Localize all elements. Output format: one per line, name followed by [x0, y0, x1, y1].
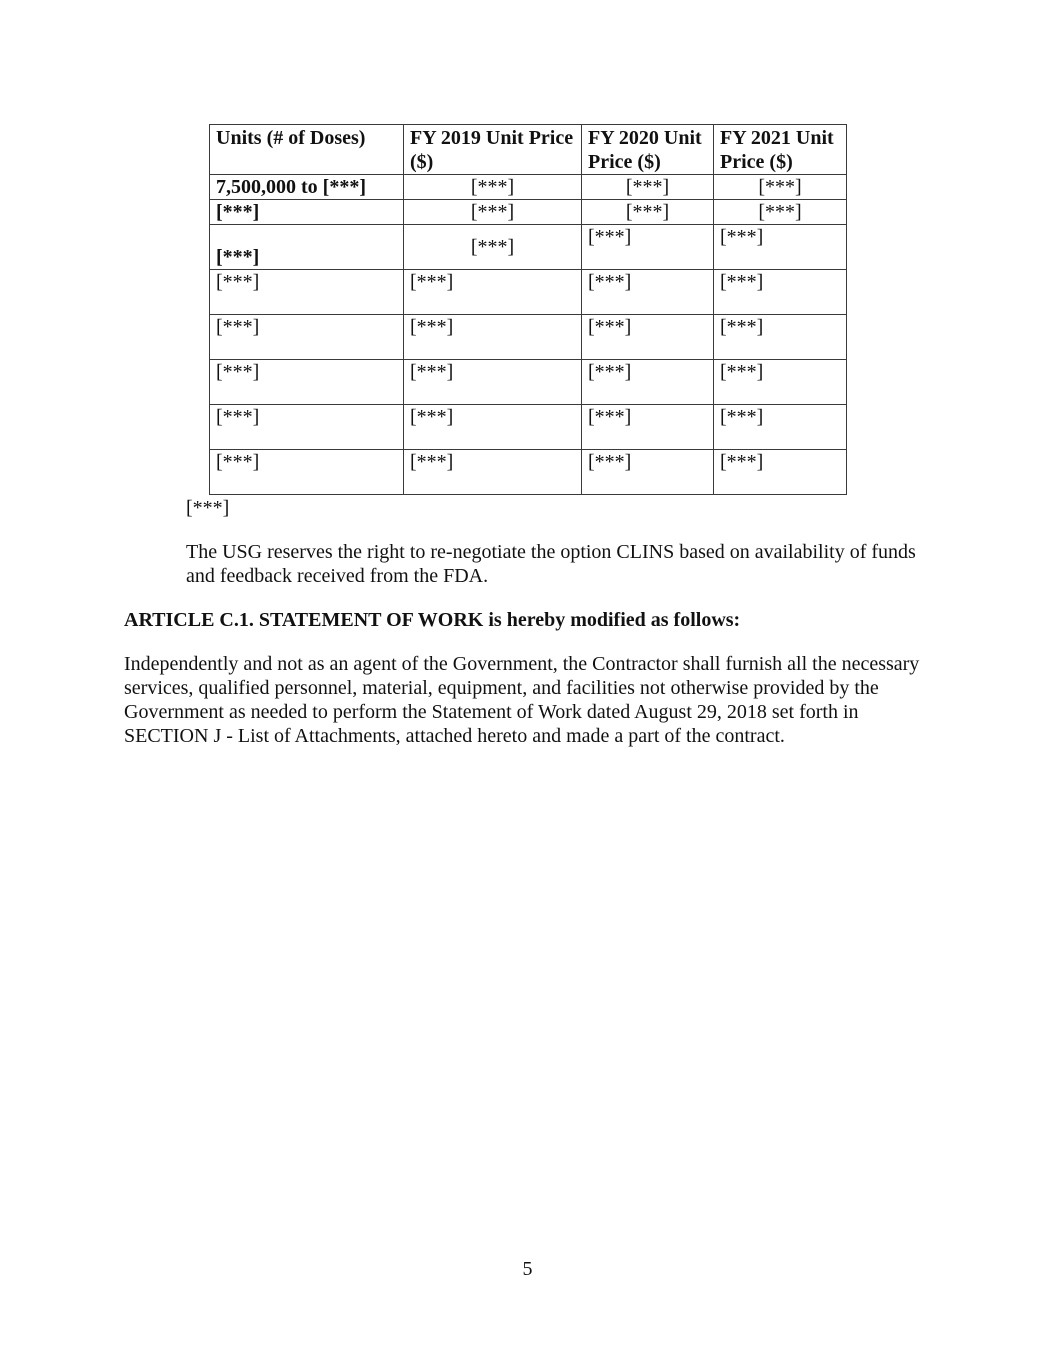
table-cell: [***] [582, 360, 714, 405]
table-cell: [***] [714, 315, 847, 360]
redacted-note: [***] [186, 497, 230, 519]
table-cell: [***] [582, 175, 714, 200]
table-cell: [***] [582, 405, 714, 450]
table-row [210, 225, 847, 270]
header-fy2020: FY 2020 Unit Price ($) [582, 125, 714, 175]
table-cell: [***] [404, 450, 582, 495]
table-cell: [***] [404, 200, 582, 225]
table-cell: [***] [210, 360, 404, 405]
table-row [210, 360, 847, 405]
table-cell: [***] [714, 405, 847, 450]
table-cell: [***] [404, 315, 582, 360]
unit-price-table [209, 124, 847, 495]
table-cell: [***] [404, 360, 582, 405]
table-cell: [***] [404, 270, 582, 315]
table-cell: [***] [714, 200, 847, 225]
table-cell: [***] [714, 360, 847, 405]
table-row [210, 175, 847, 200]
table-cell: [***] [714, 450, 847, 495]
table-row [210, 405, 847, 450]
reserve-paragraph: The USG reserves the right to re-negotiate the option CLINS based on availability of funds and feedback received from the FDA. [186, 541, 916, 587]
table-row [210, 315, 847, 360]
table-cell: [***] [210, 200, 404, 225]
table-cell: [***] [210, 225, 404, 270]
table-cell: [***] [714, 225, 847, 270]
table-cell: [***] [210, 315, 404, 360]
table-row [210, 270, 847, 315]
table-row [210, 200, 847, 225]
table-cell: [***] [210, 450, 404, 495]
header-fy2021: FY 2021 Unit Price ($) [714, 125, 847, 175]
table-row [210, 450, 847, 495]
table-cell: [***] [714, 175, 847, 200]
table-cell: [***] [582, 225, 714, 270]
table-cell: 7,500,000 to [***] [210, 175, 404, 200]
header-fy2019: FY 2019 Unit Price ($) [404, 125, 582, 175]
table-cell: [***] [714, 270, 847, 315]
table-cell: [***] [404, 175, 582, 200]
table-cell: [***] [582, 315, 714, 360]
statement-paragraph: Independently and not as an agent of the Government, the Contractor shall furnish all the necessary services, qualified personnel, material, equipment, and facilities not otherwise provided by the Government as needed to perform the Statement of Work dated August 29, 2018 set forth in SECTION J - List of Attachments, attached hereto and made a part of the contract. [124, 653, 920, 747]
table-cell: [***] [582, 270, 714, 315]
page-number: 5 [522, 1258, 533, 1280]
article-heading: ARTICLE C.1. STATEMENT OF WORK is hereby modified as follows: [124, 609, 741, 631]
table-cell: [***] [582, 200, 714, 225]
table-cell: [***] [582, 450, 714, 495]
table-cell: [***] [210, 270, 404, 315]
table-header-row [210, 125, 847, 175]
table-cell: [***] [210, 405, 404, 450]
table-cell: [***] [404, 225, 582, 270]
header-units: Units (# of Doses) [210, 125, 404, 175]
table-cell: [***] [404, 405, 582, 450]
